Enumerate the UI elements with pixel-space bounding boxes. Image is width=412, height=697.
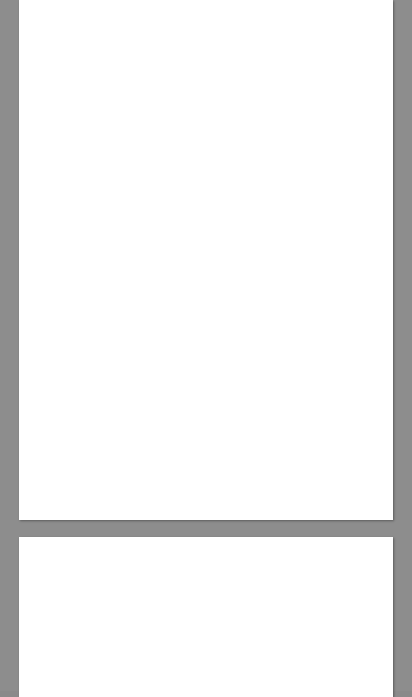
page-top [19,0,393,520]
page-bottom [19,537,393,697]
